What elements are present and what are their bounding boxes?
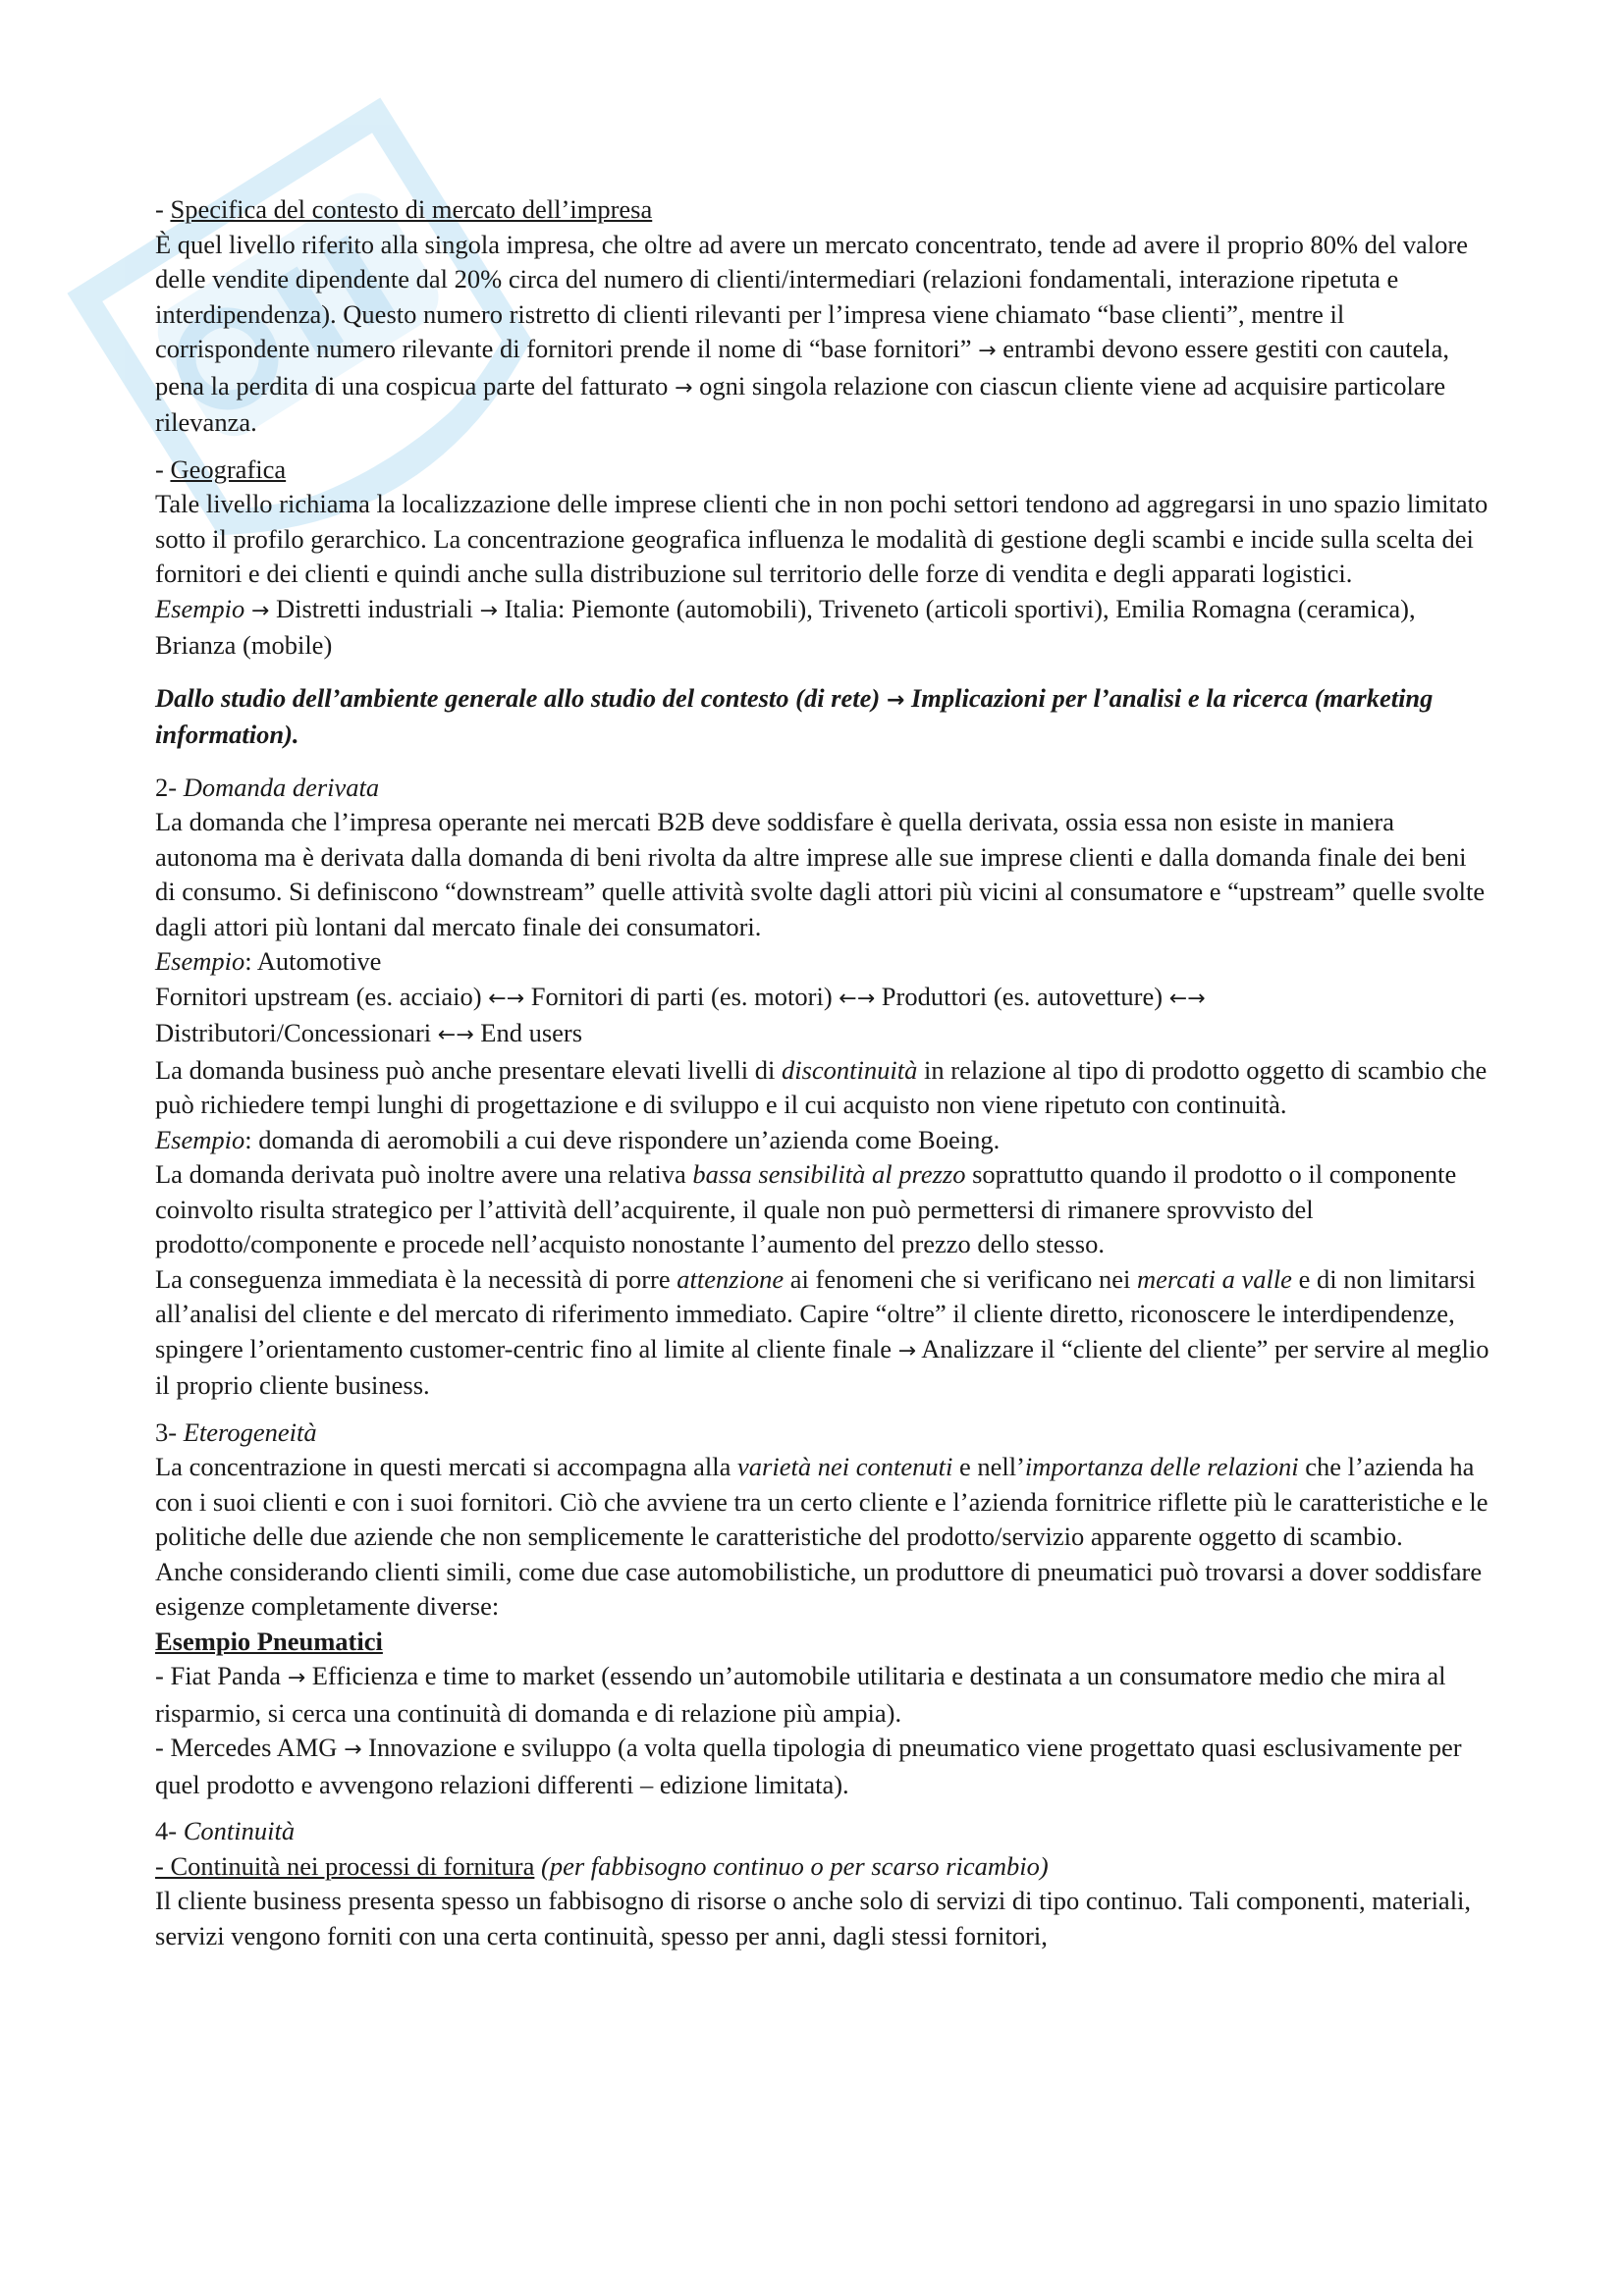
example-item-fiat: - Fiat Panda → Efficienza e time to market (essendo un’automobile utilitaria e destinata a un consumatore medio che mira al risparmio, si cerca una continuità di domanda e di relazione più ampia). bbox=[155, 1661, 1446, 1728]
double-arrow-icon: ←→ bbox=[839, 986, 876, 1011]
section-continuita-title: 4- Continuità bbox=[155, 1816, 296, 1845]
section-continuita-p1: Il cliente business presenta spesso un fabbisogno di risorse o anche solo di servizi di tipo continuo. Tali componenti, materiali, servizi vengono forniti con una certa continuità, spesso per anni, dagli stessi fornitori, bbox=[155, 1886, 1472, 1950]
double-arrow-icon: ←→ bbox=[1168, 986, 1206, 1011]
section-domanda-p1: La domanda che l’impresa operante nei mercati B2B deve soddisfare è quella derivata, ossia essa non esiste in maniera autonoma ma è derivata dalla domanda di beni rivolta da altre imprese alle sue imprese clienti e dalla domanda finale dei beni di consumo. Si definiscono “downstream” quelle attività svolte dagli attori più vicini al consumatore e “upstream” quelle svolte dagli attori più lontani dal mercato finale dei consumatori. bbox=[155, 807, 1486, 941]
arrow-icon: → bbox=[675, 375, 693, 400]
section-domanda-title: 2- Domanda derivata bbox=[155, 772, 380, 802]
bold-note: Dallo studio dell’ambiente generale allo studio del contesto (di rete) → Implicazioni per l’analisi e la ricerca (marketing information). bbox=[155, 682, 1434, 749]
heading-text: Specifica del contesto di mercato dell’impresa bbox=[170, 194, 653, 224]
arrow-icon: → bbox=[250, 598, 270, 623]
document-page bbox=[155, 192, 1490, 1953]
example-item-mercedes: - Mercedes AMG → Innovazione e sviluppo (a volta quella tipologia di pneumatico viene progettato quasi esclusivamente per quel prodotto e avvengono relazioni differenti – edizione limitata). bbox=[155, 1733, 1462, 1799]
section-eterogeneita-title: 3- Eterogeneità bbox=[155, 1416, 317, 1447]
arrow-icon: → bbox=[886, 687, 905, 713]
section-geografica-example: Esempio → Distretti industriali → Italia: Piemonte (automobili), Triveneto (articoli sportivi), Emilia Romagna (ceramica), Brianza (mobile) bbox=[155, 593, 1416, 660]
arrow-icon: → bbox=[287, 1666, 306, 1690]
double-arrow-icon: ←→ bbox=[437, 1023, 474, 1047]
section-eterogeneita-p2: Anche considerando clienti simili, come due case automobilistiche, un produttore di pneumatici può trovarsi a dover soddisfare esigenze completamente diverse: bbox=[155, 1556, 1483, 1621]
section-eterogeneita-p1: La concentrazione in questi mercati si accompagna alla varietà nei contenuti e nell’importanza delle relazioni che l’azienda ha con i suoi clienti e con i suoi fornitori. Ciò che avviene tra un certo cliente e l’azienda fornitrice riflette più le caratteristiche e le politiche delle due aziende che non semplicemente le caratteristiche del prodotto/servizio apparente oggetto di scambio. bbox=[155, 1452, 1489, 1551]
arrow-icon: → bbox=[479, 598, 498, 623]
double-arrow-icon: ←→ bbox=[488, 986, 525, 1011]
section-geografica-body: Tale livello richiama la localizzazione delle imprese clienti che in non pochi settori tendono ad aggregarsi in uno spazio limitato sotto il profilo gerarchico. La concentrazione geografica influenza le modalità di gestione degli scambi e incide sulla scelta dei fornitori e dei clienti e quindi anche sulla distribuzione sul territorio delle forze di vendita e degli apparati logistici. bbox=[155, 489, 1489, 588]
section-geografica-heading: - Geografica bbox=[155, 454, 287, 484]
section-domanda-p3: La domanda derivata può inoltre avere una relativa bassa sensibilità al prezzo soprattutto quando il prodotto o il componente coinvolto risulta strategico per l’attività dell’acquirente, il quale non può permettersi di rimanere sprovvisto del prodotto/componente e procede nell’acquisto nonostante l’aumento del prezzo dello stesso. bbox=[155, 1159, 1457, 1258]
section-continuita-subheading: - Continuità nei processi di fornitura (per fabbisogno continuo o per scarso ricambio) bbox=[155, 1850, 1049, 1881]
arrow-icon: → bbox=[897, 1338, 917, 1363]
section-domanda-p2: La domanda business può anche presentare elevati livelli di discontinuità in relazione al tipo di prodotto oggetto di scambio che può richiedere tempi lunghi di progettazione e di sviluppo e il cui acquisto non viene ripetuto con continuità. bbox=[155, 1054, 1488, 1119]
supply-chain-line: Fornitori upstream (es. acciaio) ←→ Fornitori di parti (es. motori) ←→ Produttori (es. autovetture) ←→ Distributori/Concessionari ←→ End users bbox=[155, 981, 1206, 1047]
heading-text: Geografica bbox=[170, 454, 287, 484]
example-pneumatici-heading: Esempio Pneumatici bbox=[155, 1626, 383, 1656]
section-domanda-example1: Esempio: Automotive bbox=[155, 946, 382, 976]
section-contesto-heading: - Specifica del contesto di mercato dell’impresa bbox=[155, 194, 653, 224]
section-contesto-body: È quel livello riferito alla singola impresa, che oltre ad avere un mercato concentrato, tende ad avere il proprio 80% del valore delle vendite dipendente dal 20% circa del numero di clienti/intermediari (relazioni fondamentali, interazione ripetuta e interdipendenza). Questo numero ristretto di clienti rilevanti per l’impresa viene chiamato “base clienti”, mentre il corrispondente numero rilevante di fornitori prende il nome di “base fornitori” → entrambi devono essere gestiti con cautela, pena la perdita di una cospicua parte del fatturato → ogni singola relazione con ciascun cliente viene ad acquisire particolare rilevanza. bbox=[155, 229, 1468, 437]
arrow-icon: → bbox=[344, 1737, 362, 1762]
section-domanda-p4: La conseguenza immediata è la necessità di porre attenzione ai fenomeni che si verificano nei mercati a valle e di non limitarsi all’analisi del cliente e del mercato di riferimento immediato. Capire “oltre” il cliente diretto, riconoscere le interdipendenze, spingere l’orientamento customer-centric fino al limite al cliente finale → Analizzare il “cliente del cliente” per servire al meglio il proprio cliente business. bbox=[155, 1263, 1489, 1400]
section-domanda-example2: Esempio: domanda di aeromobili a cui deve rispondere un’azienda come Boeing. bbox=[155, 1124, 1001, 1154]
arrow-icon: → bbox=[978, 339, 997, 363]
